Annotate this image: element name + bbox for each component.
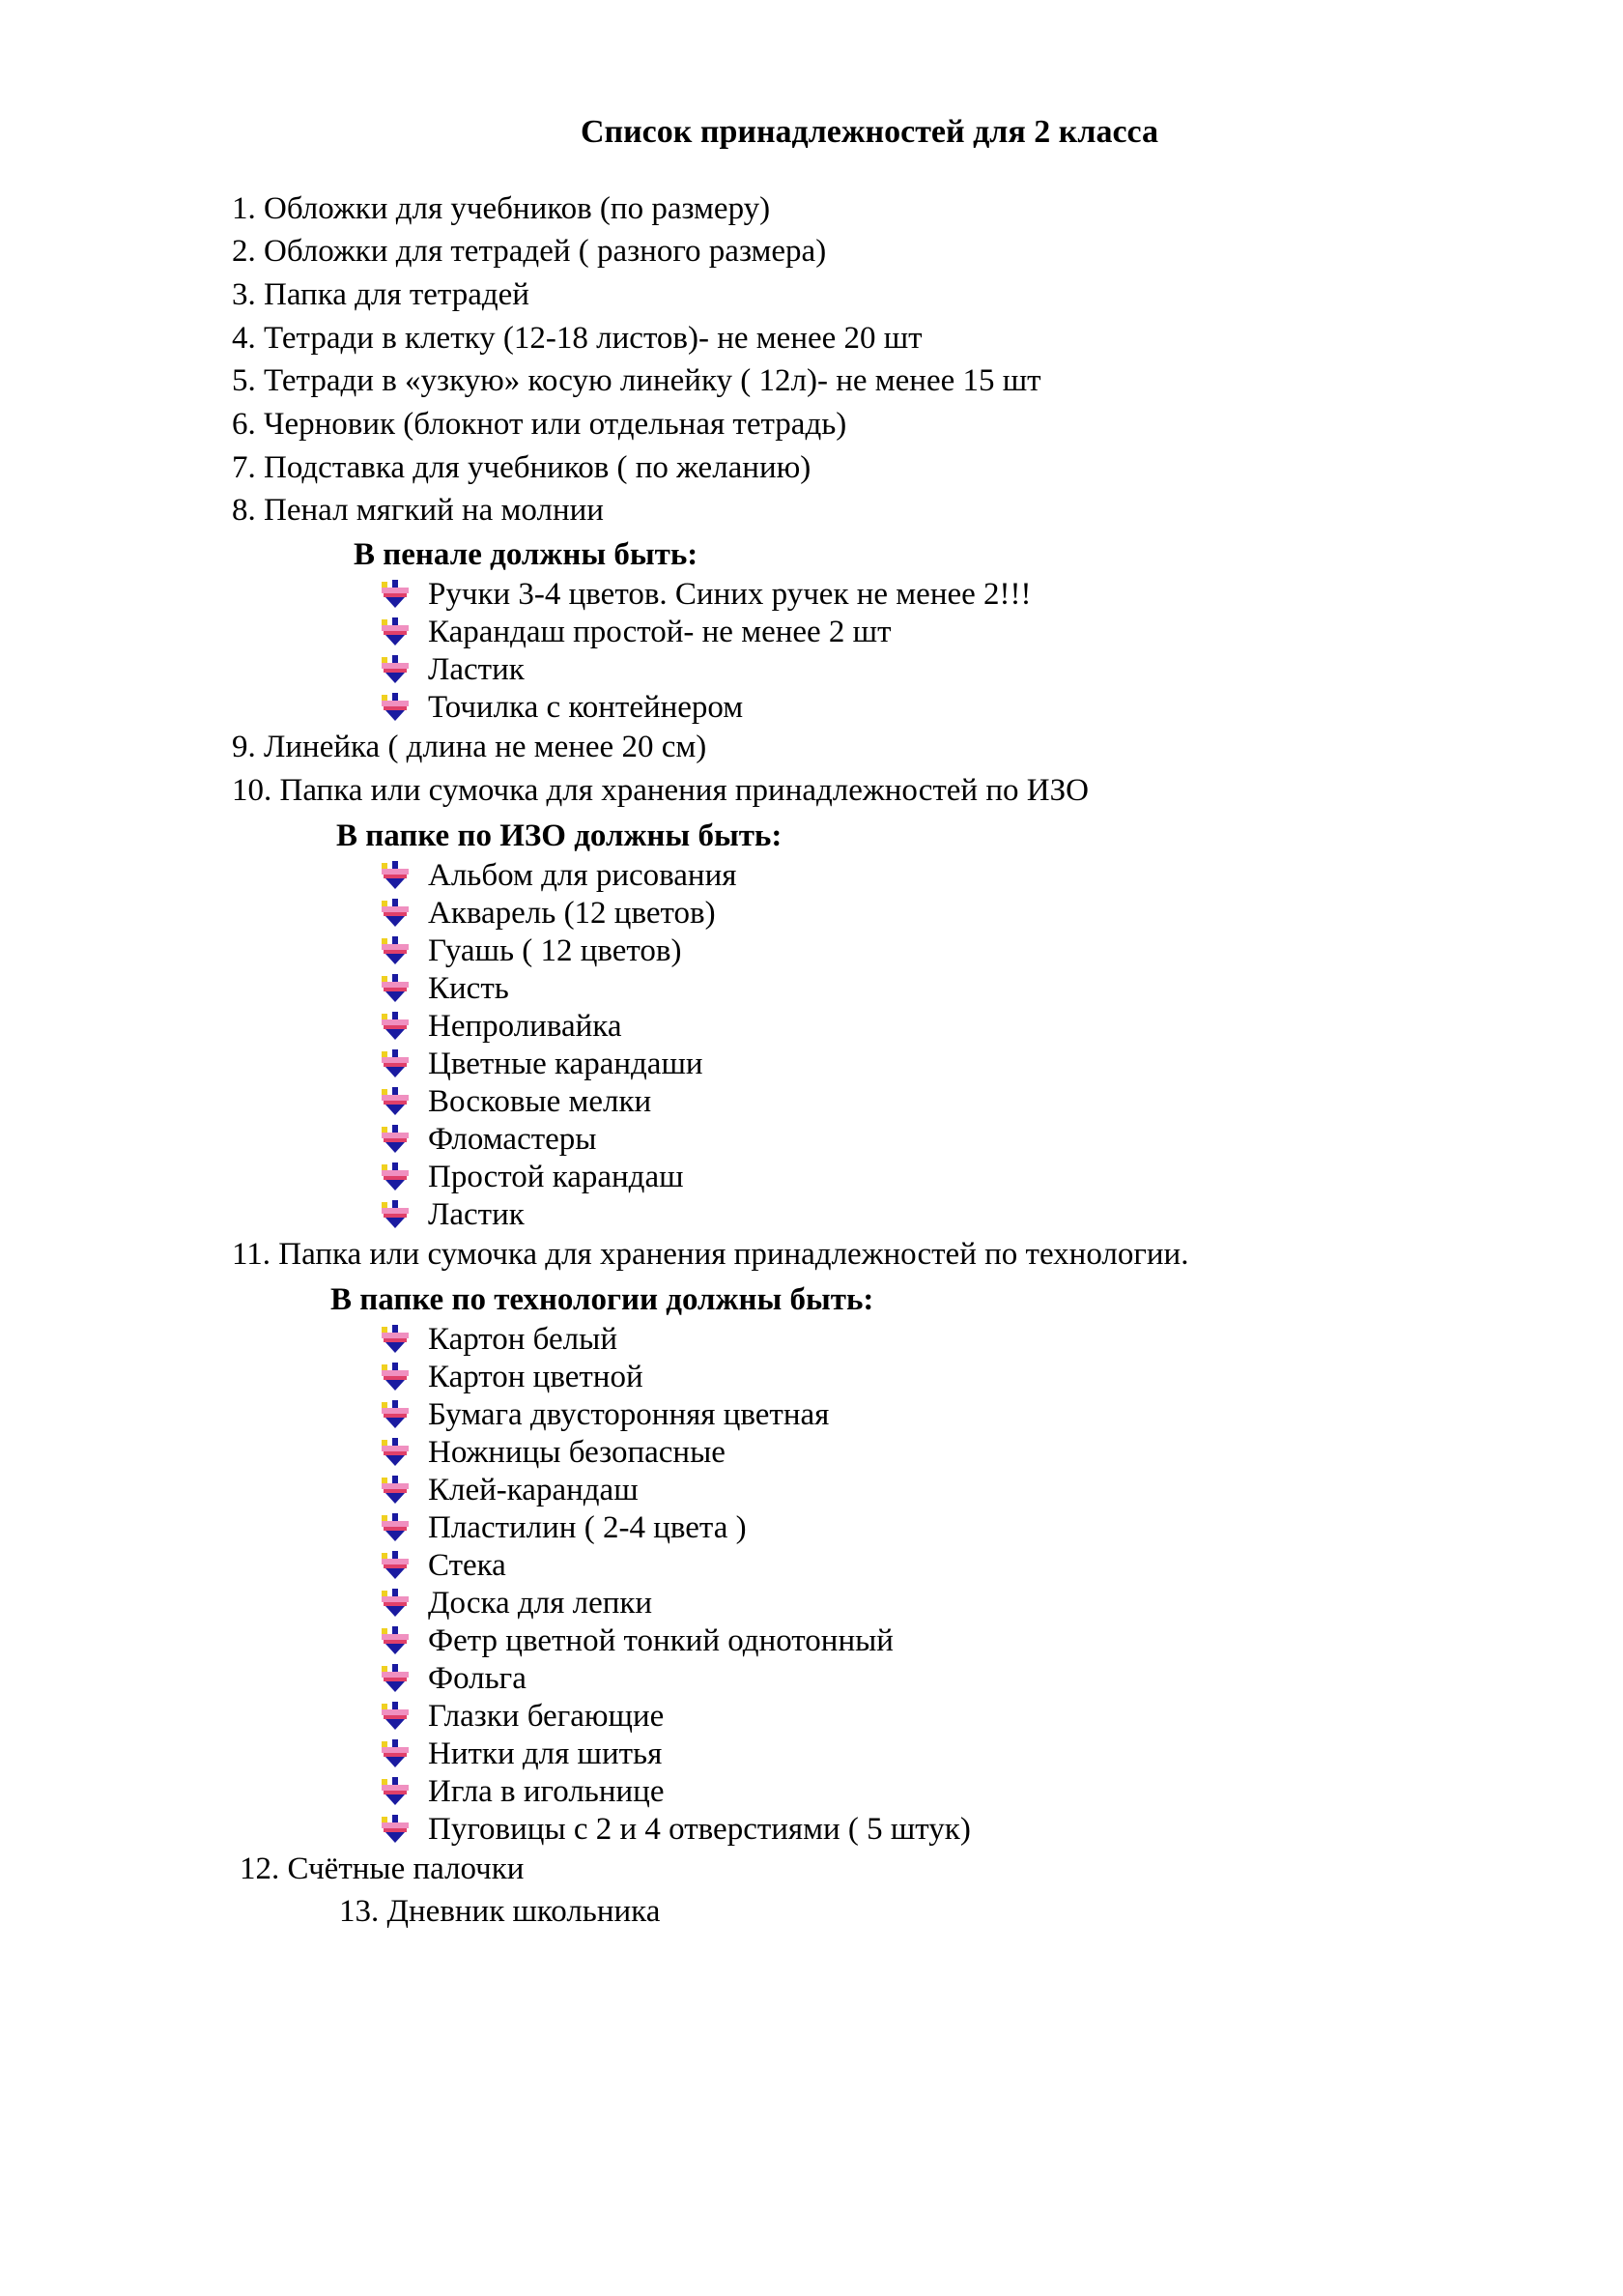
bullet-text: Альбом для рисования (428, 858, 737, 893)
list-item: 3. Папка для тетрадей (232, 277, 529, 312)
arrow-bullet-icon (380, 1049, 411, 1078)
arrow-bullet-icon (380, 1162, 411, 1191)
list-item: 11. Папка или сумочка для хранения принадлежностей по технологии. (232, 1237, 1189, 1272)
bullet-text: Пуговицы с 2 и 4 отверстиями ( 5 штук) (428, 1812, 971, 1847)
bullet-text: Стека (428, 1548, 506, 1583)
arrow-bullet-icon (380, 1200, 411, 1229)
bullet-text: Кисть (428, 971, 509, 1006)
list-item: 2. Обложки для тетрадей ( разного размера) (232, 234, 827, 269)
arrow-bullet-icon (380, 1438, 411, 1467)
arrow-bullet-icon (380, 1777, 411, 1806)
bullet-text: Доска для лепки (428, 1586, 653, 1621)
bullet-text: Ручки 3-4 цветов. Синих ручек не менее 2!!! (428, 577, 1032, 612)
arrow-bullet-icon (380, 1400, 411, 1429)
arrow-bullet-icon (380, 1551, 411, 1580)
arrow-bullet-icon (380, 1589, 411, 1618)
bullet-text: Бумага двусторонняя цветная (428, 1397, 830, 1432)
bullet-text: Точилка с контейнером (428, 690, 744, 725)
document-title: Список принадлежностей для 2 класса (580, 114, 1159, 150)
arrow-bullet-icon (380, 1476, 411, 1505)
bullet-text: Гуашь ( 12 цветов) (428, 933, 682, 968)
bullet-text: Картон цветной (428, 1360, 643, 1394)
bullet-text: Фетр цветной тонкий однотонный (428, 1623, 894, 1658)
bullet-text: Ластик (428, 1197, 525, 1232)
bullet-text: Ножницы безопасные (428, 1435, 726, 1470)
bullet-text: Карандаш простой- не менее 2 шт (428, 615, 892, 649)
arrow-bullet-icon (380, 1739, 411, 1768)
arrow-bullet-icon (380, 1012, 411, 1041)
list-item: 10. Папка или сумочка для хранения принадлежностей по ИЗО (232, 773, 1089, 808)
bullet-text: Нитки для шитья (428, 1736, 663, 1771)
bullet-text: Восковые мелки (428, 1084, 652, 1119)
bullet-text: Ластик (428, 652, 525, 687)
arrow-bullet-icon (380, 1664, 411, 1693)
list-item: 8. Пенал мягкий на молнии (232, 493, 604, 528)
bullet-text: Клей-карандаш (428, 1473, 639, 1507)
bullet-text: Пластилин ( 2-4 цвета ) (428, 1510, 747, 1545)
list-item: 4. Тетради в клетку (12-18 листов)- не менее 20 шт (232, 321, 923, 356)
pencil-case-heading: В пенале должны быть: (354, 537, 698, 572)
bullet-text: Акварель (12 цветов) (428, 896, 716, 931)
arrow-bullet-icon (380, 693, 411, 722)
list-item: 7. Подставка для учебников ( по желанию) (232, 450, 812, 485)
tech-folder-heading: В папке по технологии должны быть: (330, 1282, 874, 1317)
list-item: 9. Линейка ( длина не менее 20 см) (232, 730, 707, 764)
bullet-text: Непроливайка (428, 1009, 622, 1044)
art-folder-heading: В папке по ИЗО должны быть: (336, 818, 783, 853)
arrow-bullet-icon (380, 1702, 411, 1731)
bullet-text: Картон белый (428, 1322, 617, 1357)
bullet-text: Глазки бегающие (428, 1699, 665, 1734)
list-item: 6. Черновик (блокнот или отдельная тетрадь) (232, 407, 847, 442)
bullet-text: Простой карандаш (428, 1160, 684, 1194)
bullet-text: Игла в игольнице (428, 1774, 665, 1809)
arrow-bullet-icon (380, 1125, 411, 1154)
arrow-bullet-icon (380, 936, 411, 965)
arrow-bullet-icon (380, 1815, 411, 1844)
bullet-text: Фломастеры (428, 1122, 597, 1157)
arrow-bullet-icon (380, 655, 411, 684)
arrow-bullet-icon (380, 580, 411, 609)
arrow-bullet-icon (380, 1513, 411, 1542)
list-item: 13. Дневник школьника (339, 1894, 661, 1929)
bullet-text: Цветные карандаши (428, 1047, 703, 1081)
arrow-bullet-icon (380, 1363, 411, 1392)
arrow-bullet-icon (380, 861, 411, 890)
arrow-bullet-icon (380, 1325, 411, 1354)
list-item: 12. Счётные палочки (240, 1851, 525, 1886)
arrow-bullet-icon (380, 617, 411, 646)
arrow-bullet-icon (380, 1626, 411, 1655)
arrow-bullet-icon (380, 974, 411, 1003)
arrow-bullet-icon (380, 899, 411, 928)
list-item: 1. Обложки для учебников (по размеру) (232, 191, 771, 226)
bullet-text: Фольга (428, 1661, 527, 1696)
arrow-bullet-icon (380, 1087, 411, 1116)
list-item: 5. Тетради в «узкую» косую линейку ( 12л)- не менее 15 шт (232, 363, 1041, 398)
